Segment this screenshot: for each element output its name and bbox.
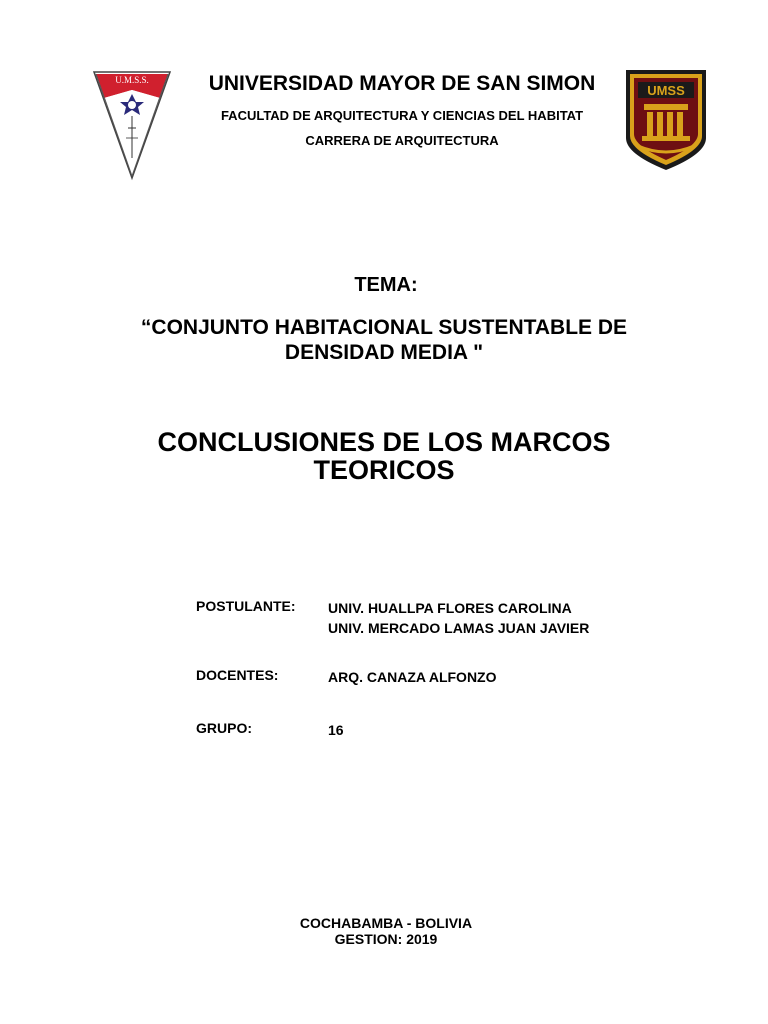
project-title-line-1: “CONJUNTO HABITACIONAL SUSTENTABLE DE: [140, 316, 628, 339]
university-name: UNIVERSIDAD MAYOR DE SAN SIMON: [208, 72, 596, 95]
postulante-name: UNIV. HUALLPA FLORES CAROLINA: [328, 600, 572, 616]
project-title: [0, 315, 768, 365]
footer-location: COCHABAMBA - BOLIVIA: [299, 915, 473, 931]
footer: [2, 915, 768, 947]
document-title-line-2: TEORICOS: [313, 455, 455, 485]
crest-umss-text: UMSS: [647, 83, 685, 98]
docente-name: ARQ. CANAZA ALFONZO: [328, 669, 497, 685]
faculty-name: FACULTAD DE ARQUITECTURA Y CIENCIAS DEL HABITAT: [220, 108, 584, 123]
postulante-label: POSTULANTE:: [196, 598, 296, 614]
career-name: CARRERA DE ARQUITECTURA: [305, 133, 499, 148]
postulante-names: [328, 598, 589, 638]
tema-label: TEMA:: [354, 274, 418, 296]
footer-gestion: GESTION: 2019: [334, 931, 438, 947]
project-title-line-2: DENSIDAD MEDIA ": [284, 341, 484, 364]
grupo-value: 16: [328, 722, 344, 738]
grupo-label: GRUPO:: [196, 720, 252, 736]
document-title: [0, 428, 768, 484]
docentes-label: DOCENTES:: [196, 667, 279, 683]
document-title-line-1: CONCLUSIONES DE LOS MARCOS: [157, 427, 611, 457]
postulante-name: UNIV. MERCADO LAMAS JUAN JAVIER: [328, 620, 590, 636]
umss-logo-text: U.M.S.S.: [115, 75, 149, 85]
